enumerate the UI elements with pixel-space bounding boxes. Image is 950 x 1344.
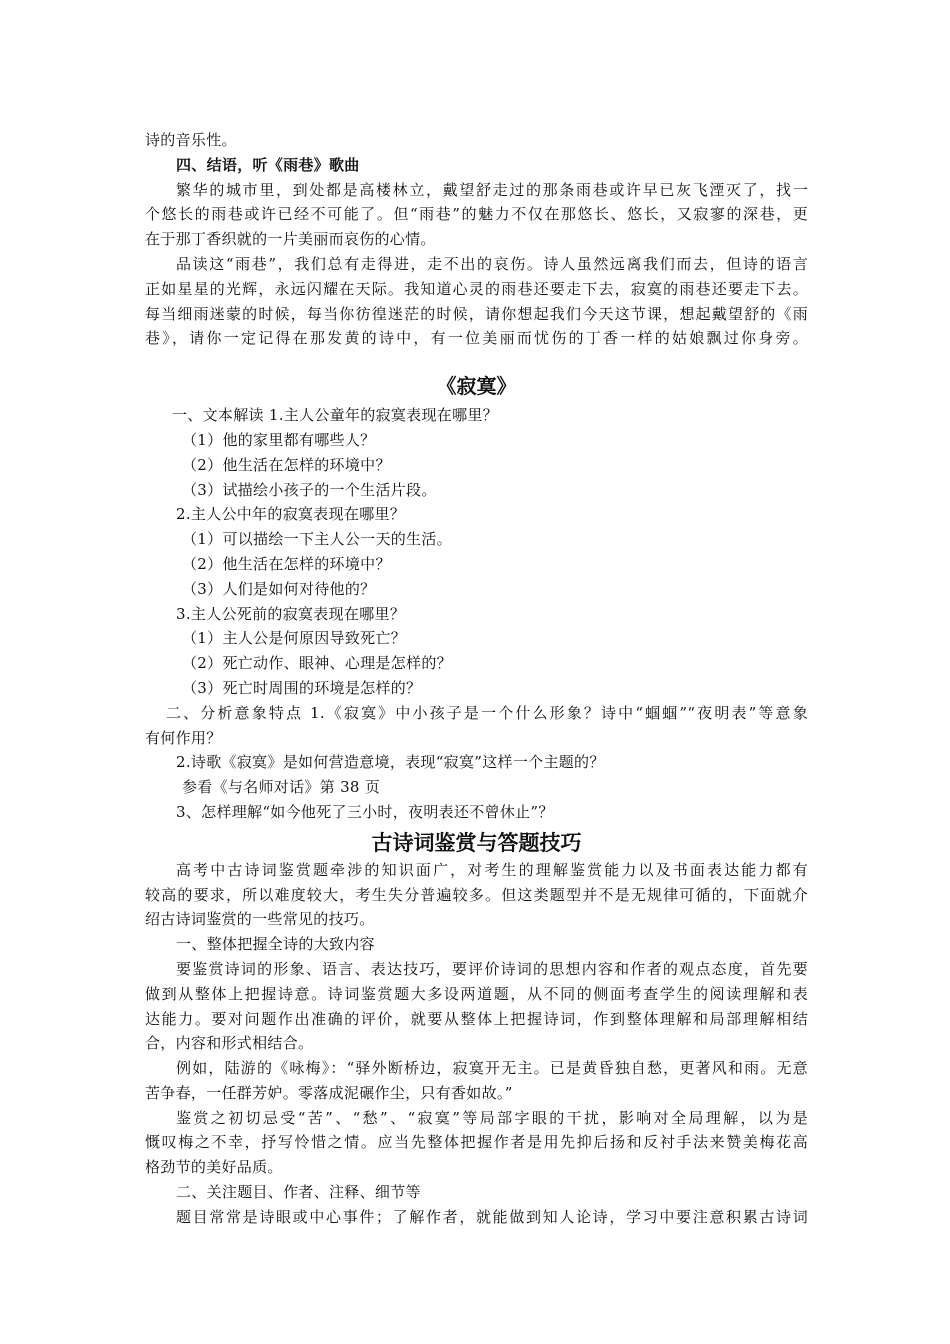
text-line: 达能力。要对问题作出准确的评价，就要从整体上把握诗词，作到整体理解和局部理解相结 xyxy=(145,1009,808,1028)
text-line: 较高的要求，所以难度较大，考生失分普遍较多。但这类题型并不是无规律可循的，下面就介 xyxy=(145,885,808,904)
paragraph xyxy=(145,858,808,932)
text-line: 巷》，请你一定记得在那发黄的诗中，有一位美丽而忧伤的丁香一样的姑娘飘过你身旁。 xyxy=(145,329,808,348)
text-line: 在于那丁香织就的一片美丽而哀伤的心情。 xyxy=(145,230,436,249)
text-line: 每当细雨迷蒙的时候，每当你彷徨迷茫的时候，请你想起我们今天这节课，想起戴望舒的《雨 xyxy=(145,304,808,323)
text-line: 鉴赏之初切忌受“苦”、“愁”、“寂寞”等局部字眼的干扰，影响对全局理解，以为是 xyxy=(176,1108,808,1127)
question-line: （2）他生活在怎样的环境中？ xyxy=(182,455,391,474)
question-line: 3.主人公死前的寂寞表现在哪里？ xyxy=(176,604,406,623)
paragraph xyxy=(145,178,808,252)
text-line: 题目常常是诗眼或中心事件；了解作者，就能做到知人论诗，学习中要注意积累古诗词 xyxy=(176,1207,808,1226)
text-line: 繁华的城市里，到处都是高楼林立，戴望舒走过的那条雨巷或许早已灰飞湮灭了，找一 xyxy=(176,180,808,199)
question-list xyxy=(145,403,808,701)
text-line: 要鉴赏诗词的形象、语言、表达技巧，要评价诗词的思想内容和作者的观点态度，首先要 xyxy=(176,959,808,978)
text-line: 格劲节的美好品质。 xyxy=(145,1158,283,1177)
paragraph-tail: 诗的音乐性。 xyxy=(145,131,237,149)
subheading: 二、关注题目、作者、注释、细节等 xyxy=(176,1183,421,1202)
paragraph xyxy=(145,252,808,351)
question-line: （2）死亡动作、眼神、心理是怎样的？ xyxy=(182,654,452,673)
question-line: （2）他生活在怎样的环境中？ xyxy=(182,554,391,573)
question-line: 2.诗歌《寂寞》是如何营造意境，表现“寂寞”这样一个主题的？ xyxy=(176,753,605,772)
text-line: 二、分析意象特点 1.《寂寞》中小孩子是一个什么形象？诗中“蝈蝈”“夜明表”等意象 xyxy=(166,703,808,722)
text-line: 绍古诗词鉴赏的一些常见的技巧。 xyxy=(145,910,375,929)
question-line: （3）人们是如何对待他的？ xyxy=(182,579,376,598)
section-title-jimo: 《寂寞》 xyxy=(436,374,517,399)
question-line: 一、文本解读 1.主人公童年的寂寞表现在哪里？ xyxy=(172,406,498,425)
section-title-guide: 古诗词鉴赏与答题技巧 xyxy=(371,829,582,855)
question-line: （1）他的家里都有哪些人？ xyxy=(182,430,376,449)
text-line: 合，内容和形式相结合。 xyxy=(145,1034,314,1053)
paragraph xyxy=(145,957,808,1056)
text-line: 个悠长的雨巷或许已经不可能了。但“雨巷”的魅力不仅在那悠长、悠长，又寂寥的深巷，更 xyxy=(145,205,808,224)
text-line: 品读这“雨巷”，我们总有走得进，走不出的哀伤。诗人虽然远离我们而去，但诗的语言 xyxy=(176,254,808,273)
text-line: 苦争春，一任群芳妒。零落成泥碾作尘，只有香如故。” xyxy=(145,1083,513,1102)
paragraph xyxy=(145,1056,808,1106)
question-line: 2.主人公中年的寂寞表现在哪里？ xyxy=(176,505,406,524)
text-line: 正如星星的光辉，永远闪耀在天际。我知道心灵的雨巷还要走下去，寂寞的雨巷还要走下去。 xyxy=(145,279,808,298)
section-heading: 四、结语，听《雨巷》歌曲 xyxy=(176,155,360,174)
question-line: （1）可以描绘一下主人公一天的生活。 xyxy=(182,530,452,549)
paragraph xyxy=(145,1106,808,1180)
reference-line: 参看《与名师对话》第 38 页 xyxy=(182,778,381,797)
text-line: 有何作用？ xyxy=(145,728,222,747)
text-line: 做到从整体上把握诗意。诗词鉴赏题大多设两道题，从不同的侧面考查学生的阅读理解和表 xyxy=(145,984,808,1003)
paragraph xyxy=(145,701,808,751)
question-line: （1）主人公是何原因导致死亡？ xyxy=(182,629,407,648)
paragraph xyxy=(145,1205,808,1230)
subheading: 一、整体把握全诗的大致内容 xyxy=(176,935,375,954)
text-line: 慨叹梅之不幸，抒写怜惜之情。应当先整体把握作者是用先抑后扬和反衬手法来赞美梅花高 xyxy=(145,1133,808,1152)
question-line: （3）试描绘小孩子的一个生活片段。 xyxy=(182,480,437,499)
text-line: 例如，陆游的《咏梅》：“驿外断桥边，寂寞开无主。已是黄昏独自愁，更著风和雨。无意 xyxy=(176,1059,808,1078)
text-line: 高考中古诗词鉴赏题牵涉的知识面广，对考生的理解鉴赏能力以及书面表达能力都有 xyxy=(176,860,808,879)
question-line: （3）死亡时周围的环境是怎样的？ xyxy=(182,678,422,697)
question-line: 3、怎样理解“如今他死了三小时，夜明表还不曾休止”？ xyxy=(176,802,554,821)
